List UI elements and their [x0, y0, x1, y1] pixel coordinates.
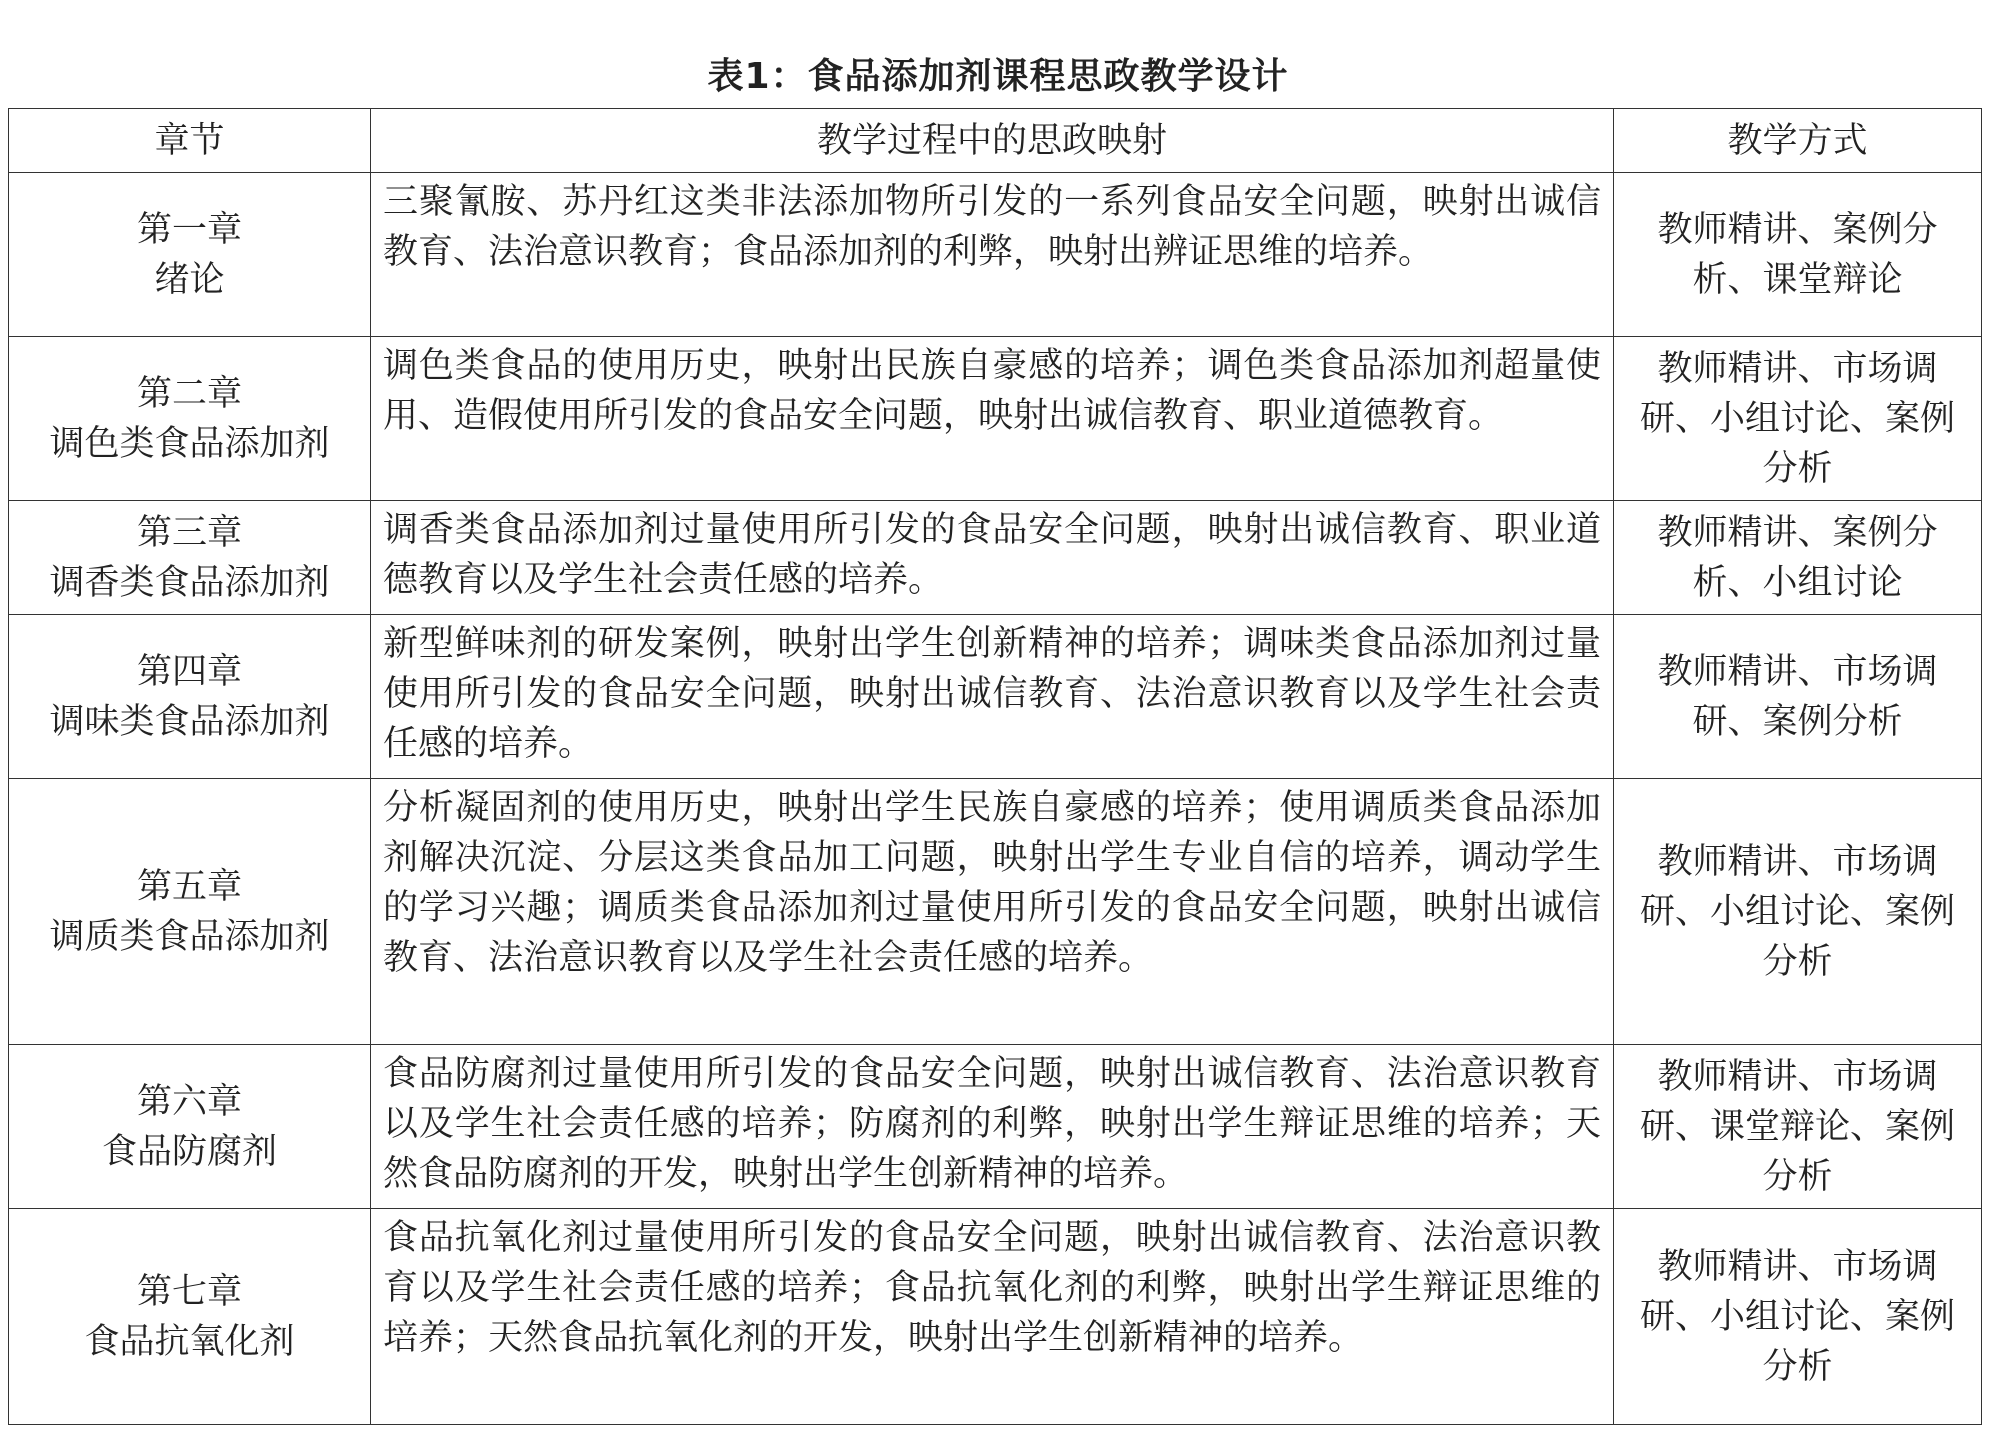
header-mapping: 教学过程中的思政映射	[371, 109, 1614, 173]
method-cell: 教师精讲、市场调研、小组讨论、案例分析	[1614, 1209, 1982, 1425]
method-cell: 教师精讲、市场调研、小组讨论、案例分析	[1614, 779, 1982, 1045]
chapter-number: 第五章	[136, 866, 242, 907]
method-cell: 教师精讲、市场调研、小组讨论、案例分析	[1614, 337, 1982, 501]
method-cell: 教师精讲、案例分析、小组讨论	[1614, 501, 1982, 615]
chapter-number: 第七章	[136, 1271, 242, 1312]
chapter-cell	[9, 615, 371, 779]
header-method: 教学方式	[1614, 109, 1982, 173]
chapter-name: 调香类食品添加剂	[49, 562, 330, 603]
chapter-name: 调味类食品添加剂	[49, 701, 330, 742]
mapping-cell: 三聚氰胺、苏丹红这类非法添加物所引发的一系列食品安全问题，映射出诚信教育、法治意识教育；食品添加剂的利弊，映射出辨证思维的培养。	[371, 173, 1614, 337]
chapter-name: 调质类食品添加剂	[49, 916, 330, 957]
mapping-cell: 调香类食品添加剂过量使用所引发的食品安全问题，映射出诚信教育、职业道德教育以及学生社会责任感的培养。	[371, 501, 1614, 615]
chapter-name: 食品防腐剂	[101, 1131, 277, 1172]
chapter-cell	[9, 1045, 371, 1209]
chapter-cell	[9, 173, 371, 337]
course-design-table	[8, 108, 1982, 1425]
method-cell: 教师精讲、市场调研、案例分析	[1614, 615, 1982, 779]
table-row	[9, 1045, 1982, 1209]
mapping-cell: 调色类食品的使用历史，映射出民族自豪感的培养；调色类食品添加剂超量使用、造假使用所引发的食品安全问题，映射出诚信教育、职业道德教育。	[371, 337, 1614, 501]
table-row	[9, 779, 1982, 1045]
mapping-cell: 食品防腐剂过量使用所引发的食品安全问题，映射出诚信教育、法治意识教育以及学生社会责任感的培养；防腐剂的利弊，映射出学生辩证思维的培养；天然食品防腐剂的开发，映射出学生创新精神的培养。	[371, 1045, 1614, 1209]
mapping-cell: 食品抗氧化剂过量使用所引发的食品安全问题，映射出诚信教育、法治意识教育以及学生社会责任感的培养；食品抗氧化剂的利弊，映射出学生辩证思维的培养；天然食品抗氧化剂的开发，映射出学生创新精神的培养。	[371, 1209, 1614, 1425]
method-cell: 教师精讲、案例分析、课堂辩论	[1614, 173, 1982, 337]
mapping-cell: 新型鲜味剂的研发案例，映射出学生创新精神的培养；调味类食品添加剂过量使用所引发的食品安全问题，映射出诚信教育、法治意识教育以及学生社会责任感的培养。	[371, 615, 1614, 779]
table-row	[9, 1209, 1982, 1425]
chapter-number: 第二章	[136, 373, 242, 414]
table-row	[9, 501, 1982, 615]
chapter-number: 第三章	[136, 512, 242, 553]
method-cell: 教师精讲、市场调研、课堂辩论、案例分析	[1614, 1045, 1982, 1209]
table-row	[9, 337, 1982, 501]
chapter-name: 绪论	[154, 259, 225, 300]
header-row	[9, 109, 1982, 173]
chapter-number: 第六章	[136, 1081, 242, 1122]
chapter-cell	[9, 1209, 371, 1425]
chapter-name: 食品抗氧化剂	[84, 1321, 295, 1362]
mapping-cell: 分析凝固剂的使用历史，映射出学生民族自豪感的培养；使用调质类食品添加剂解决沉淀、分层这类食品加工问题，映射出学生专业自信的培养，调动学生的学习兴趣；调质类食品添加剂过量使用所引发的食品安全问题，映射出诚信教育、法治意识教育以及学生社会责任感的培养。	[371, 779, 1614, 1045]
chapter-number: 第一章	[136, 209, 242, 250]
chapter-cell	[9, 501, 371, 615]
chapter-name: 调色类食品添加剂	[49, 423, 330, 464]
header-chapter: 章节	[9, 109, 371, 173]
chapter-cell	[9, 337, 371, 501]
table-row	[9, 173, 1982, 337]
chapter-number: 第四章	[136, 651, 242, 692]
chapter-cell	[9, 779, 371, 1045]
table-row	[9, 615, 1982, 779]
table-title: 表1：食品添加剂课程思政教学设计	[707, 56, 1289, 97]
